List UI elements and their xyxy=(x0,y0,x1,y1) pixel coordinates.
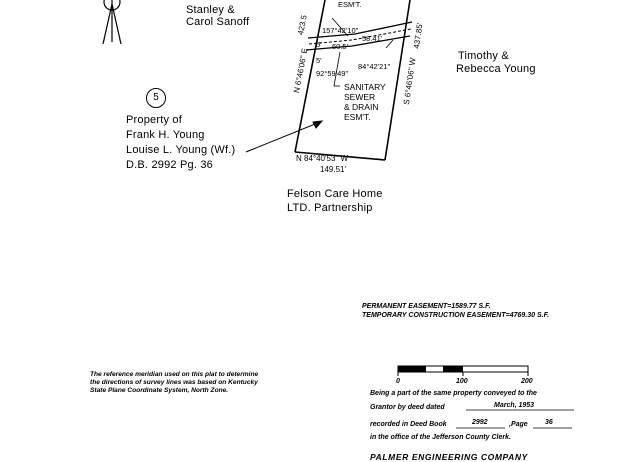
owner-stanley-line2: Carol Sanoff xyxy=(186,16,250,28)
scale-tick-100: 100 xyxy=(456,378,468,385)
sewer-label-line4: ESM'T. xyxy=(344,112,371,122)
owner-felson-line2: LTD. Partnership xyxy=(287,202,373,214)
owner-frank-line4: D.B. 2992 Pg. 36 xyxy=(126,159,213,171)
owner-frank-line3: Louise L. Young (Wf.) xyxy=(126,144,236,156)
distance-a-label: 60.5' xyxy=(332,42,349,51)
owner-frank-line2: Frank H. Young xyxy=(126,129,205,141)
distance-b-label: 58.41' xyxy=(362,34,383,43)
owner-stanley-line1: Stanley & xyxy=(186,4,235,16)
bearing-west-distance: 423.5 xyxy=(296,14,309,36)
sewer-label-line2: SEWER xyxy=(344,92,376,102)
company-name: PALMER ENGINEERING COMPANY xyxy=(370,452,528,462)
bearing-east-distance: 437.85' xyxy=(412,22,425,50)
scale-tick-200: 200 xyxy=(521,378,533,385)
meridian-note-line1: The reference meridian used on this plat to determine xyxy=(90,371,259,378)
deed-line1: Being a part of the same property conveyed to the xyxy=(370,390,537,397)
bearing-east-line: S 6°46'06" W xyxy=(402,57,418,106)
esmt-top-label: ESM'T. xyxy=(338,0,362,9)
meridian-note-line2: the directions of survey lines was based on Kentucky xyxy=(90,379,258,386)
bearing-west-line: N 6°46'06" E xyxy=(292,47,310,94)
owner-timothy-line2: Rebecca Young xyxy=(456,63,536,75)
deed-date: March, 1953 xyxy=(494,402,535,409)
north-arrow-icon xyxy=(103,0,121,44)
offset-d2-label: 5' xyxy=(316,56,322,65)
owner-felson-line1: Felson Care Home xyxy=(287,188,383,200)
parcel-number-badge: 5 xyxy=(146,88,166,108)
temporary-easement: TEMPORARY CONSTRUCTION EASEMENT=4769.30 S.F. xyxy=(362,312,550,319)
owner-timothy-line1: Timothy & xyxy=(458,50,509,62)
angle-top-label: 157°42'10" xyxy=(322,26,359,35)
sewer-label-line1: SANITARY xyxy=(344,82,386,92)
deed-line2-prefix: Grantor by deed dated xyxy=(370,404,445,411)
deed-page-label: ,Page xyxy=(509,421,528,428)
deed-page: 36 xyxy=(545,419,553,426)
scale-tick-0: 0 xyxy=(396,378,400,385)
deed-book: 2992 xyxy=(472,419,488,426)
parcel-boundary xyxy=(295,0,410,160)
owner-frank-line1: Property of xyxy=(126,114,183,126)
permanent-easement: PERMANENT EASEMENT=1589.77 S.F. xyxy=(362,303,491,310)
offset-d1-label: 5' xyxy=(316,40,322,49)
sewer-label-line3: & DRAIN xyxy=(344,102,379,112)
deed-line3-prefix: recorded in Deed Book xyxy=(370,421,447,428)
angle-c-label: 84°42'21" xyxy=(358,62,391,71)
bearing-south-line: N 84°40'53" W xyxy=(296,154,349,163)
angle-d-label: 92°59'49" xyxy=(316,69,349,78)
deed-line4: in the office of the Jefferson County Clerk. xyxy=(370,434,511,441)
parcel-arrow-icon xyxy=(246,121,322,152)
meridian-note-line3: State Plane Coordinate System, North Zone. xyxy=(90,387,229,394)
scale-bar xyxy=(398,366,528,376)
bearing-south-distance: 149.51' xyxy=(320,165,346,174)
